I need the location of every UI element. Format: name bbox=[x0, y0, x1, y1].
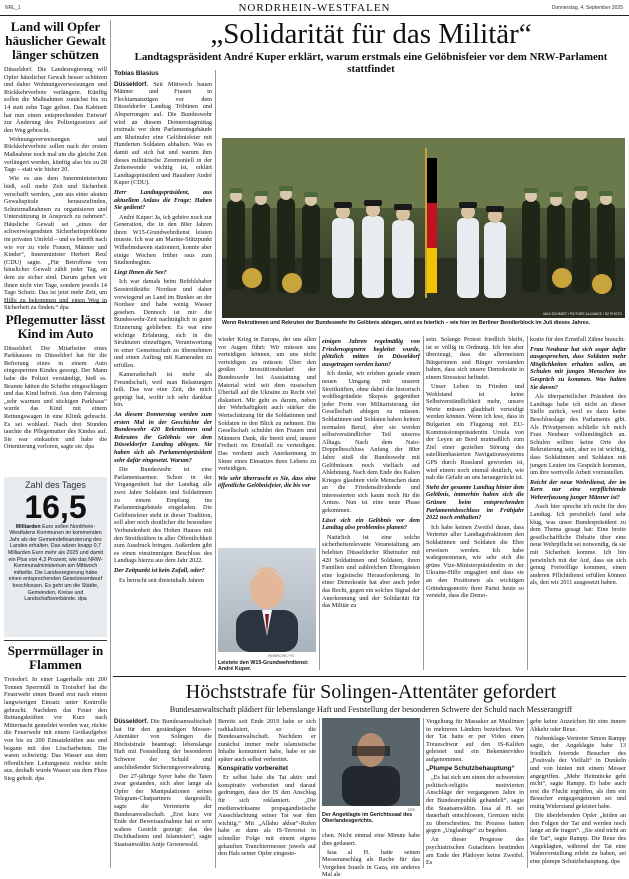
header-rule bbox=[0, 15, 629, 16]
lead-subheadline: Landtagspräsident André Kuper erklärt, warum erstmals eine Gelöbnisfeier vor dem NRW-Parlament stattfindet bbox=[134, 51, 608, 75]
column-rule bbox=[423, 336, 424, 670]
sidebar bbox=[4, 20, 107, 872]
sidebar-story1-body bbox=[4, 66, 107, 312]
paragraph: gebe keine Anzeichen für eine innere Abkehr oder Reue. bbox=[530, 718, 626, 733]
paragraph: Die überlebenden Opfer „leiden an den Folgen der Tat und werden noch lange an ihr tragen“. „Sie sind nicht an die Tat“, sagte Rampp. Die Reue des Angeklagten, während der Tat eine Wahnvorstellung erlebt zu haben, sei eine plumpe Schutzbehauptung. dpa bbox=[530, 812, 626, 865]
paragraph: Troisdorf. In einer Lagerhalle mit 200 Tonnen Sperrmüll in Troisdorf hat die Feuerwehr einen Brand erst nach einem langwierigen Einsatz unter Kontrolle gebracht. Nachdem das Feuer den Rettungskräften vor Kurz nach Mitternacht gemeldet worden war, rückte die Feuerwehr mit einem Großaufgebot von bis zu 200 Einsatzkräften aus und begann mit den Löscharbeiten. Die waren schwierig: Das Wasser aus dem öffentlichen Leitungsnetz reichte nicht aus, deshalb wurde Wasser aus dem Fluss Sieg geholt. dpa bbox=[4, 676, 108, 782]
paragraph: sein. Solange Protest friedlich bleibt, ist er völlig in Ordnung. Ich bin aber überzeugt, dass die allermeisten Bürgerinnen und Bürger verstanden haben, dass sich unsere Demokratie in einem Stresstest befindet. bbox=[426, 336, 524, 381]
column-rule bbox=[423, 718, 424, 868]
paragraph: „Es hat sich um einen der schwersten politisch-religiös motivierten Anschläge der vergangenen Jahre in der Bundesrepublik gehandelt“, sagte die Staatsanwältin. Issa al H. sei dauerhaft entschlossen, Grenzen nicht zu überschreiten. Im Prozess hatten gegen „Unglaubige“ zu begehen. bbox=[426, 774, 524, 835]
lead-headline: „Solidarität für das Militär“ bbox=[210, 18, 532, 50]
paragraph: Bereits seit Ende 2019 habe er sich radikalisiert, so die Bundesanwaltschaft. Nachdem er zunächst immer mehr islamistische Inhalte konsumiert habe, habe er sie später auch selbst verbreitet. bbox=[218, 718, 316, 763]
column-rule bbox=[215, 70, 216, 670]
interview-question: Wie sehr überrascht es Sie, dass eine öffentliche Gelöbnisfeier, die bis vor bbox=[218, 474, 316, 490]
interview-question: Steht der gesamte Landtag hinter dem Gelöbnis, immerhin haben sich die Grünen beim entsprechenden Parlamentsbeschluss im Frühjahr 2022 noch enthalten? bbox=[426, 483, 524, 522]
sidebar-story2-body bbox=[4, 345, 107, 471]
zahl-box bbox=[4, 477, 107, 637]
paragraph: Vergeltung für Massaker an Muslimen in mehreren Ländern bezeichnet. Vor der Tat hatte er per Video einen Treueschwur auf den IS-Kalifen geleistet und ein Bekennervideo aufgenommen. bbox=[426, 718, 524, 763]
second-photo-caption: Der Angeklagte im Gerichtssaal des Oberlandesgerichts. bbox=[322, 812, 413, 825]
lead-column-4 bbox=[426, 336, 524, 670]
interview-question: An diesem Donnerstag werden zum ersten Mal in der Geschichte der Bundeswehr 420 Rekrutinnen und Rekruten ihr Gelöbnis vor dem Düsseldorfer Landtag ablegen. Sie haben sich als Parlamentspräsident sehr dafür eingesetzt. Warum? bbox=[114, 411, 212, 464]
zahl-text-body: Euro sollen Nordrhein-Westfalens Kommunen im kommenden Jahr als der Gemeindefinanzierung des Landes erhalten. Das wären knapp 0,7 Milliarden Euro mehr als 2025 und damit ein Plus von 4,3 Prozent, wie das NRW-Kommunalministerium am Mittwoch mitteilte. Die Landesregierung habe einen entsprechenden Gesetzesentwurf beschlossen. Es geht um die Städte, Gemeinden, Kreise und Landschaftsverbände. dpa bbox=[7, 523, 104, 603]
paragraph: Die Bundeswehr ist eine Parlamentsarmee. Schon in der Vergangenheit hat der Landtag alle zwei Jahre Soldaten und Soldatinnen zu einem Empfang ins Parlamentsgebäude eingeladen. Die Gelöbnisfeier steht in dieser Tradition, soll aber noch deutlicher die besondere Verbundenheit des Hohen Hauses mit den Streitkräften in aller Öffentlichkeit zum Ausdruck bringen. Außerdem gibt es einen einstimmigen Beschluss des Landtags hierzu aus dem Jahr 2022. bbox=[114, 466, 212, 565]
paragraph: Nebenklage-Vertreter Simon Rampp sagte, der Angeklagte habe 13 friedlich feiernde Besucher des „Festivals der Vielfalt“ in Dunkeln und von hinten mit einem Messer angegriffen. „Mehr Heimtücke geht nicht“, sagte Rampp. Er habe auch erst die Flucht ergriffen, als ihm ein Besucher entgegengetreten sei und mutig Widerstand geleistet habe. bbox=[530, 734, 626, 811]
second-column-4 bbox=[426, 718, 524, 868]
interview-question: einigen Jahren regelmäßig von Friedensgegnern begleitet wurde, plötzlich mitten in Düsseldorf ausgetragen werden kann? bbox=[322, 338, 420, 368]
interview-question: Reicht der neue Wehrdienst, der im Kern nur eine verpflichtende Wehrerfassung junger Männer ist? bbox=[530, 478, 626, 501]
second-subheadline: Bundesanwaltschaft plädiert für lebenslange Haft und Feststellung der besonderen Schwere der Schuld nach Messerangriff bbox=[169, 705, 573, 714]
section-title: NORDRHEIN-WESTFALEN bbox=[238, 2, 391, 14]
article-divider bbox=[113, 676, 626, 677]
paragraph: Düsseldorf. Seit Mittwoch bauen Männer und Frauen in Flecktarnanzügen vor dem Düsseldorfer Landtag Tribünen und Absperrungen auf. Die Bundeswehr wird an diesem Donnerstagmittag erstmals vor dem Parlamentsgebäude am Rheinufer eine Gelöbnisfeier mit Hunderten Soldaten abhalten. Was es damit auf sich hat und warum ihm dieses militärische Zeremoniell in der Zeitenwende wichtig ist, erklärt Landtagspräsident und Hausherr André Kuper (CDU). bbox=[114, 80, 212, 187]
column-rule bbox=[319, 336, 320, 670]
interview-question: Frau Neubaur hat sich sogar dafür ausgesprochen, dass Soldaten mehr Möglichkeiten erhalten sollen, an Schulen mit jungen Menschen ins Gespräch zu kommen. Was halten Sie davon? bbox=[530, 345, 626, 391]
sidebar-separator bbox=[110, 20, 111, 868]
defendant-illustration bbox=[322, 718, 420, 806]
subheading: „Plumpe Schutzbehauptung“ bbox=[426, 765, 515, 773]
paragraph: Düsseldorf. Die Bundesanwaltschaft hat für den geständigen Messer-Attentäter von Solingen die Höchststrafe beantragt: lebenslange Haft mit Feststellung der besonderen Schwere der Schuld und anschließender Sicherungsverwahrung. bbox=[114, 718, 212, 771]
second-photo bbox=[322, 718, 420, 806]
column-rule bbox=[215, 718, 216, 868]
second-column-2 bbox=[218, 718, 316, 868]
paragraph: André Kuper: Ja, ich gehöre noch zur Generation, die in den 80er Jahren ihren W15-Grundwehrdienst leisten musste. Ich war am Marine-Stützpunkt Wilhelmshaven stationiert, konnte aber einige Wochen früher raus zum Studienbeginn. bbox=[114, 213, 212, 267]
portrait-illustration bbox=[218, 548, 316, 652]
paragraph: Er selbst habe die Tat aktiv und konspirativ vorbereitet und darauf gedrungen, dass der IS den Anschlag für sich reklamiert. „Die medienwirksame propagandistische Ausschlachtung seiner Tat war ihm wichtig.“ Mit „Allahu akbar“-Rufen habe er dann als IS-Terrorist in schneller Folge mit einem eigens gekauften Tranchiermesser juwels auf den Hals seiner Opfer eingesto- bbox=[218, 774, 316, 858]
subheading: Konspirativ vorbereitet bbox=[218, 765, 288, 773]
sidebar-story3-body bbox=[4, 676, 107, 786]
second-column-1 bbox=[114, 718, 212, 868]
sidebar-story3-headline: Sperrmüllager in Flammen bbox=[7, 643, 104, 673]
paragraph: An dieser Prognose des psychiatrischen Gutachters bestünden am Ende der Plädoyer keine Zweifel. Es bbox=[426, 836, 524, 867]
paragraph: Düsseldorf. Der Mitarbeiter eines Parkhauses in Düsseldorf hat für die Befreiung eines in einem Auto eingesperrten Kindes gesorgt. Der Mann habe die Polizei verständigt, hieß es. Beamte hätten die Scheibe eingeschlagen und das Kind befreit. Aus dem Fahrzeug „sehr warmen und stickigen Parkhaus“ wurde das Kind mit einem Rettungswagen in eine Klinik gebracht. Es sei wohlauf. Nach drei Stunden tauchte die Pflegemutter des Kindes auf. Sie war einkaufen und habe die Orientierung verloren, sagte sie. dpa bbox=[4, 344, 107, 451]
page-id: NRL_1 bbox=[5, 5, 21, 11]
paragraph: Unser Leben in Frieden und Wohlstand ist keine Selbstverständlichkeit mehr, unsere Werte müssen glaubhaft verteidigt werden können. Wenn ich lese, dass in Bulgarien ein Flugzeug mit EU-Kommissionspräsidentin Ursula von der Leyen an Bord mutmaßlich zum Ziel einer gezielten Störung des satellitenbasierten Navigationssystems GPS durch Russland geworden ist, wird einem noch einmal deutlich, wie nah die Gefahr an uns herangerückt ist. bbox=[426, 383, 524, 482]
portrait-credit: HEINRICHS / FS bbox=[268, 654, 294, 658]
paragraph: Als überparteilicher Präsident des Landtags habe ich nicht an dieser Stelle zurück, weil es dazu keine Beschlusslage des Parlaments gibt. Als Privatperson schließe ich mich Frau Neubaur vollumfänglich an. Schulen sollten keine Orte der Rekrutierung sein, aber es ist wichtig, dass Soldatinnen und Soldaten mit jungen Leuten ins Gespräch kommen, um ihre wertvolle Arbeit vorzustellen. bbox=[530, 393, 626, 477]
sidebar-divider bbox=[4, 640, 107, 641]
author-byline: Tobias Blasius bbox=[114, 70, 159, 77]
zahl-text bbox=[7, 524, 104, 634]
interview-question: Liegt Ihnen die See? bbox=[114, 268, 167, 276]
paragraph: Natürlich ist eine solche sicherheitsrelevante Veranstaltung am belebten Düsseldorfer Rheinufer mit 420 Soldatinnen und Soldaten, ihren Familien und zahlreichen Ehrengästen eine logistische Herausforderung. In einer Demokratie hat aber auch jeder das Recht, gegen ein solches Signal der Anerkennung und der Solidarität für das Militär zu bbox=[322, 533, 420, 610]
photo-credit: MAX SCHMIDT / PICTURE ALLIANCE / SZ PHOTO bbox=[543, 312, 622, 316]
zahl-text-bold: Milliarden bbox=[15, 523, 41, 530]
zahl-number: 16,5 bbox=[24, 488, 87, 525]
second-photo-credit: DPA bbox=[408, 808, 415, 812]
column-rule bbox=[527, 336, 528, 670]
paragraph: Ich denke, wir erleben gerade einen neuen Umgang mit unserer Streitkräften, ohne dabei die historisch wohlbegründete Skepsis gegenüber jeder Form von Militarisierung der Gesellschaft ablegen zu müssen. Soldatinnen und Soldaten haben keinen normalen Beruf, aber sie werden selbstverständlicher Teil unseres Alltags. Nach dem Nato-Doppelbeschluss Anfang der 80er Jahre stieß die Bundeswehr mit Gelöbnissen noch vielfach auf Ablehnung. Nach dem Ende des Kalten Krieges glaubten viele Menschen dann an die Friedensdividende und interessierten sich kaum noch für die Armee. Nun ist eine neue Phase gekommen. bbox=[322, 370, 420, 515]
sidebar-story2-headline: Pflegemutter lässt Kind im Auto bbox=[5, 311, 106, 341]
interview-question: Herr Landtagspräsident, aus aktuellem Anlass die Frage: Haben Sie gedient? bbox=[114, 188, 212, 212]
second-column-3 bbox=[322, 832, 420, 879]
interview-question: Der Zeitpunkt ist kein Zufall, oder? bbox=[114, 566, 205, 574]
paragraph: kratie für den Ernstfall Zähne braucht. bbox=[530, 336, 625, 343]
paragraph: Düsseldorf. Die Landesregierung will Opfer häuslicher Gewalt besser schützen und daher Wohnungsverweisungen und Rückkehrverbote verlängern. Künftig sollen die Maßnahmen zunächst bis zu 14 statt zehn Tage gelten. Das Kabinett hat nun einen entsprechenden Entwurf zur Änderung des Polizeigesetzes auf den Weg gebracht. bbox=[4, 66, 107, 134]
zahl-label: Zahl des Tages bbox=[25, 479, 86, 490]
lead-column-2 bbox=[218, 336, 316, 546]
paragraph: Ich habe keinen Zweifel daran, dass Vertreter aller Landtagsfraktionen den Soldatinnen und Soldaten die Ehre erweisen werden. Ich habe wahrgenommen, wie sehr sich die grüne Vize-Ministerpräsidentin in der Ukraine-Hilfe engagiert und dass sie an den Positionen als wichtigen Gründungsmotiv ihrer Partei heute so versteht, dass die Demo- bbox=[426, 523, 524, 600]
interview-question: Lässt sich ein Gelöbnis vor dem Landtag also problemlos planen? bbox=[322, 516, 420, 532]
lead-column-3 bbox=[322, 336, 420, 670]
paragraph: Es herrscht seit dreieinhalb Jahren bbox=[119, 576, 204, 584]
paragraph: Auch hier spreche ich nicht für den Landtag. Ich persönlich fand sehr klug, was unser Bundespräsident zu dem Thema gesagt hat: Eine breite gesellschaftliche Debatte über eine neue Wehrpflicht sei notwendig, da sie mit Sicherheit komme. Ich bin persönlich mit der Auf, dass sie sich genug Freiwillige kommen, einen anderen Pflichtdienst erfüllen können als, den wir 2011 ausgesetzt haben. bbox=[530, 503, 626, 587]
column-rule bbox=[527, 718, 528, 868]
paragraph: Wie es aus dem Innenministerium hieß, soll mehr Zeit und Sicherheit verschafft werden, „um aus einer akuten Gewaltspirale herauszufinden, Schutzmaßnahmen zu organisieren und Unterstützung in Anspruch zu nehmen“. Häusliche Gewalt sei „eines der schwerwiegendsten Sicherheitsprobleme im privaten Umfeld – und es betrifft nach wie vor zu viele Frauen, Männer und Kinder“, Innenminister Herbert Reul (CDU) sagte. „Für Betroffene von häuslicher Gewalt zählt jeder Tag, an dem sie sicher sind. Darum geben wir ihnen nicht vier Tage, sondern jeweils 14 Tage Schutz. Das ist jetzt mehr Zeit, um Hilfe zu bekommen und einen Weg in Sicherheit zu finden.“ dpa bbox=[4, 175, 107, 312]
column-rule bbox=[319, 718, 320, 868]
portrait-photo bbox=[218, 548, 316, 652]
sidebar-story1-headline: Land will Opfer häuslicher Gewalt länger schützen bbox=[5, 19, 106, 62]
lead-photo-caption: Wenn Rekrutinnen und Rekruten der Bundeswehr ihr Gelöbnis ablegen, wird es feierlich – wie hier im Berliner Bendlerblock im Juli dieses Jahres. bbox=[222, 320, 591, 326]
paragraph: Issa al H. hatte seinen Messeranschlag als Rache für das Vorgehen Israels in Gaza, ein anderes Mal als bbox=[322, 848, 420, 879]
paragraph: Kameradschaft ist mehr als Freundschaft, weil man Belastungen teilt. Das war eine Zeit, die mich geprägt hat, wofür ich sehr dankbar bin. bbox=[114, 371, 212, 409]
lead-photo bbox=[222, 138, 625, 318]
second-column-5 bbox=[530, 718, 626, 868]
soldiers-ceremony-illustration bbox=[222, 138, 625, 318]
paragraph: Wohnungsverweisungen und Rückkehrverbote sollen nach der ersten Maßnahme noch mal um die gleiche Zeit verlängert werden, künftig also bis zu 28 Tage – statt wie bisher 20. bbox=[4, 135, 107, 174]
paragraph: wieder Krieg in Europa, der uns allen vor Augen führt: Wir müssen uns verteidigen können, um uns nicht verteidigen zu müssen. Über den großen Investitionsbedarf der Bundeswehr bei Ausstattung und Material wird seit dem russischen Überfall auf die Ukraine zu Recht viel diskutiert. Mir geht es darum, neben der Wehrhaftigkeit auch stärker die Wertschätzung für die Soldatinnen und Soldaten in den Blick zu nehmen. Die Gesellschaft schuldet den Frauen und Männern Dank, die bereit sind, unsere Freiheit im Ernstfall zu verteidigen. Das verdient auch Anerkennung in Sinne eines Einsatzes ihres Lebens zu verteidigen. bbox=[218, 336, 316, 473]
second-headline: Höchststrafe für Solingen-Attentäter gefordert bbox=[185, 681, 557, 703]
paragraph: Der 27-jährige Syrer habe die Taten zwar gestanden, sich aber lange als Opfer der Manipulationen seines Telegram-Chatpartners dargestellt, sagte die Vertreterin der Bundesanwaltschaft. „Erst kurz vor Ende der Beweisaufnahme hat er sein wahres Gesicht gezeigt: das des Dschihadisten und Islamisten“, sagte Staatsanwältin Antje Groenewald. bbox=[114, 772, 212, 848]
issue-date: Donnerstag, 4. September 2025 bbox=[551, 5, 623, 11]
paragraph: chen. Nicht einmal eine Minute habe dies gedauert. bbox=[322, 832, 420, 847]
paragraph: Ich war damals beim Befehlshaber Seestreitkräfte Nordsee und daher vorwiegend an Land im Bunker an der Nordsee und habe wenig Wasser gesehen. Dennoch ist mir die Bundeswehr-Zeit nachträglich in guter Erinnerung geblieben. Es war eine wichtige Erfahrung, sich in die Strukturen einzufügen, Verantwortung in einer Gemeinschaft zu übernehmen und einen Auftrag mit Kameraden zu erfüllen. bbox=[114, 278, 212, 369]
portrait-caption: Leistete den W15-Grundwehrdienst: André Kuper. bbox=[218, 660, 309, 673]
lead-column-5 bbox=[530, 336, 626, 670]
